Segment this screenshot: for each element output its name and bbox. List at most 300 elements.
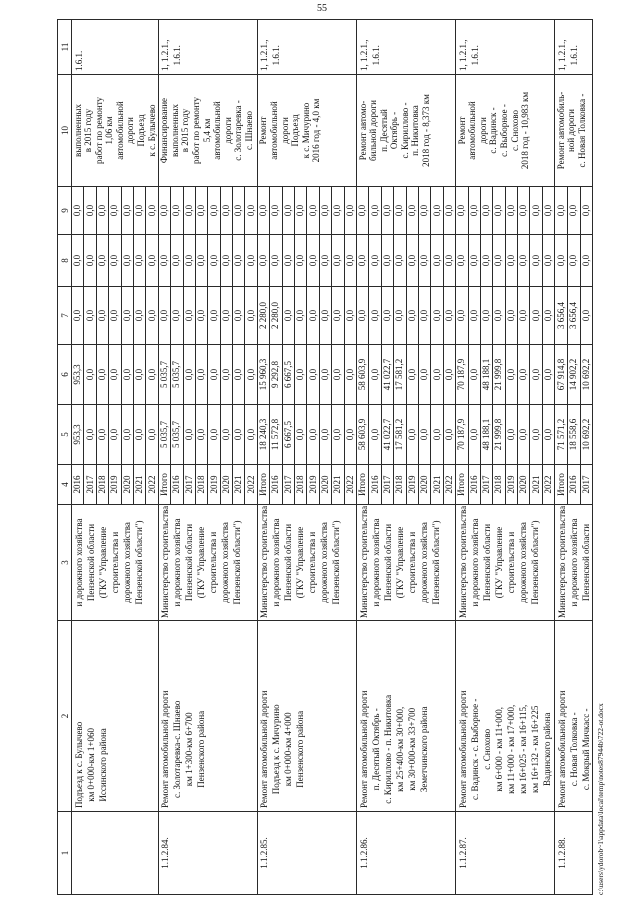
year-cell: 2020 [220, 465, 232, 505]
value-cell: 0,0 [542, 287, 554, 345]
value-cell: 5 035,7 [171, 405, 183, 465]
value-cell: 0,0 [220, 287, 232, 345]
value-cell: 0,0 [195, 235, 207, 287]
value-cell: 0,0 [282, 187, 294, 235]
value-cell: 953,3 [72, 345, 84, 405]
year-cell: 2016 [468, 465, 480, 505]
value-cell: 0,0 [245, 405, 257, 465]
value-cell: 0,0 [307, 235, 319, 287]
value-cell: 0,0 [518, 235, 530, 287]
cell-line: в 2015 году [83, 108, 94, 153]
cell-line: строительства и [109, 531, 120, 594]
cell-line: 1.6.1. [271, 45, 282, 66]
table-row [357, 20, 369, 895]
value-cell: 0,0 [72, 235, 84, 287]
value-cell: 0,0 [220, 235, 232, 287]
program-table-body [58, 20, 593, 895]
value-cell: 0,0 [270, 187, 282, 235]
cell-text-block [73, 51, 85, 71]
value-cell: 0,0 [158, 187, 170, 235]
value-cell: 48 188,1 [480, 345, 492, 405]
value-cell: 0,0 [344, 345, 356, 405]
year-cell: 2017 [580, 465, 593, 505]
year-cell: 2016 [567, 465, 580, 505]
table-row [555, 20, 568, 895]
cell-line: Пензенской области") [133, 520, 144, 605]
value-cell: 0,0 [133, 345, 145, 405]
value-cell: 18 558,6 [567, 405, 580, 465]
cell-line: (ГКУ "Управление [97, 526, 108, 599]
cell-line: и дорожного хозяйства [469, 518, 480, 607]
value-cell: 14 902,2 [567, 345, 580, 405]
cell-text-block [358, 507, 442, 618]
value-cell: 41 022,7 [381, 405, 393, 465]
table-row [456, 20, 468, 895]
column-number-cell: 2 [58, 621, 72, 812]
value-cell: 0,0 [369, 187, 381, 235]
cell-line: Пензенской области [382, 523, 393, 602]
year-cell: 2022 [146, 465, 158, 505]
value-cell: 0,0 [431, 405, 443, 465]
value-cell: 15 960,3 [257, 345, 269, 405]
cell-line: км 6+000 - км 11+000, [493, 706, 504, 792]
value-cell: 71 571,2 [555, 405, 568, 465]
row-number: 1.1.2.88. [556, 837, 567, 869]
year-cell: 2019 [505, 465, 517, 505]
value-cell: 0,0 [220, 345, 232, 405]
value-cell: 0,0 [580, 235, 593, 287]
value-cell: 0,0 [518, 287, 530, 345]
value-cell: 0,0 [233, 345, 245, 405]
table-row [72, 20, 84, 895]
year-cell: 2018 [195, 465, 207, 505]
executor-cell [555, 505, 593, 621]
value-cell: 0,0 [418, 405, 430, 465]
cell-line: Пензенской области [481, 523, 492, 602]
value-cell: 0,0 [245, 287, 257, 345]
value-cell: 0,0 [295, 287, 307, 345]
cell-line: с. Новая Толковка - [576, 93, 587, 168]
value-cell: 0,0 [183, 235, 195, 287]
cell-text-block [73, 722, 109, 808]
column-number-cell: 11 [58, 20, 72, 75]
value-cell: 0,0 [418, 187, 430, 235]
value-cell: 0,0 [431, 345, 443, 405]
year-cell: 2017 [183, 465, 195, 505]
cell-line: Министерство строительства [358, 505, 369, 618]
value-cell: 0,0 [542, 345, 554, 405]
value-cell: 0,0 [518, 405, 530, 465]
indicator-cell [257, 20, 356, 75]
cell-line: автомобильной [114, 101, 125, 160]
value-cell: 0,0 [121, 287, 133, 345]
cell-line: дорожного хозяйства [220, 522, 231, 603]
cell-line: км 11+000 - км 17+000, [505, 704, 516, 794]
cell-line: и дорожного хозяйства [271, 518, 282, 607]
value-cell: 0,0 [183, 287, 195, 345]
value-cell: 0,0 [468, 187, 480, 235]
object-name-cell [158, 621, 257, 812]
value-cell: 0,0 [109, 187, 121, 235]
cell-line: км 1+300-км 6+700 [184, 712, 195, 787]
value-cell: 0,0 [307, 345, 319, 405]
cell-line: 1.6.1. [469, 45, 480, 66]
value-cell: 58 603,9 [357, 345, 369, 405]
cell-line: 2016 год - 4,0 км [311, 98, 322, 163]
cell-text-block [159, 77, 254, 184]
value-cell: 0,0 [332, 405, 344, 465]
cell-line: Пензенской области [85, 523, 96, 602]
value-cell: 0,0 [233, 235, 245, 287]
year-cell: 2017 [282, 465, 294, 505]
cell-text-block [556, 77, 588, 184]
year-cell: 2020 [121, 465, 133, 505]
result-cell [357, 75, 456, 187]
value-cell: 18 240,3 [257, 405, 269, 465]
cell-line: Министерство строительства [259, 505, 270, 618]
value-cell: 3 656,4 [567, 287, 580, 345]
value-cell: 0,0 [394, 287, 406, 345]
cell-line: дорожного хозяйства [319, 522, 330, 603]
cell-line: км 0+000-км 4+000 [283, 712, 294, 787]
cell-line: дороги [279, 117, 290, 144]
cell-line: п. Десятый [378, 109, 389, 152]
cell-line: дороги [125, 117, 136, 144]
row-number-cell [158, 812, 257, 895]
value-cell: 0,0 [493, 187, 505, 235]
value-cell: 0,0 [505, 235, 517, 287]
value-cell: 0,0 [295, 235, 307, 287]
result-cell [555, 75, 593, 187]
value-cell: 0,0 [357, 235, 369, 287]
cell-line: Земетчинского района [418, 706, 429, 793]
year-cell: 2021 [233, 465, 245, 505]
value-cell: 0,0 [96, 405, 108, 465]
value-cell: 0,0 [431, 187, 443, 235]
value-cell: 0,0 [418, 235, 430, 287]
value-cell: 0,0 [580, 187, 593, 235]
value-cell: 10 692,2 [580, 345, 593, 405]
value-cell: 0,0 [443, 287, 455, 345]
cell-text-block [556, 507, 592, 618]
value-cell: 0,0 [282, 235, 294, 287]
value-cell: 0,0 [195, 187, 207, 235]
value-cell: 0,0 [555, 187, 568, 235]
cell-line: строительства и [505, 531, 516, 594]
value-cell: 0,0 [319, 405, 331, 465]
cell-line: дорожного хозяйства [418, 522, 429, 603]
value-cell: 0,0 [109, 287, 121, 345]
year-cell: 2021 [431, 465, 443, 505]
row-number: 1.1.2.85. [259, 837, 270, 869]
value-cell: 0,0 [121, 345, 133, 405]
year-cell: 2019 [109, 465, 121, 505]
value-cell: 0,0 [72, 187, 84, 235]
value-cell: 0,0 [220, 187, 232, 235]
value-cell: 0,0 [109, 345, 121, 405]
value-cell: 5 035,7 [171, 345, 183, 405]
value-cell: 0,0 [84, 287, 96, 345]
year-cell: 2019 [208, 465, 220, 505]
value-cell: 41 022,7 [381, 345, 393, 405]
cell-line: автомобильной [467, 101, 478, 160]
object-name-cell [72, 621, 159, 812]
value-cell: 0,0 [580, 287, 593, 345]
value-cell: 2 280,0 [257, 287, 269, 345]
year-cell: 2020 [319, 465, 331, 505]
cell-line: 1.6.1. [568, 45, 579, 66]
value-cell: 9 292,8 [270, 345, 282, 405]
value-cell: 0,0 [456, 287, 468, 345]
cell-line: с. Золотаревка-с. Шнаево [172, 700, 183, 798]
year-cell: Итого [555, 465, 568, 505]
value-cell: 0,0 [257, 235, 269, 287]
value-cell: 67 914,8 [555, 345, 568, 405]
cell-line: км 16+132 - км 16+225 [529, 705, 540, 793]
value-cell: 0,0 [84, 405, 96, 465]
cell-line: 1, 1.2.1., [160, 39, 171, 71]
cell-line: Подъезд к с. Мичурино [271, 704, 282, 795]
cell-line: Пензенской области [580, 523, 591, 602]
value-cell: 0,0 [233, 405, 245, 465]
year-cell: 2018 [295, 465, 307, 505]
value-cell: 0,0 [468, 405, 480, 465]
cell-line: с. Снохово [509, 110, 520, 151]
cell-line: Ремонт автомобиль- [555, 91, 566, 170]
column-number-cell: 6 [58, 345, 72, 405]
year-cell: Итого [257, 465, 269, 505]
value-cell: 0,0 [245, 235, 257, 287]
value-cell: 5 035,7 [158, 405, 170, 465]
year-cell: 2016 [369, 465, 381, 505]
year-cell: 2016 [270, 465, 282, 505]
cell-line: Подъезд [290, 114, 301, 147]
value-cell: 0,0 [158, 235, 170, 287]
column-number-cell: 9 [58, 187, 72, 235]
cell-line: Пензенской области") [430, 520, 441, 605]
value-cell: 0,0 [171, 287, 183, 345]
value-cell: 17 581,2 [394, 345, 406, 405]
cell-line: 1.6.1. [172, 45, 183, 66]
value-cell: 0,0 [96, 187, 108, 235]
value-cell: 0,0 [431, 235, 443, 287]
table-row [257, 20, 269, 895]
year-cell: 2022 [542, 465, 554, 505]
value-cell: 0,0 [406, 235, 418, 287]
cell-text-block [457, 691, 553, 808]
value-cell: 0,0 [208, 405, 220, 465]
row-number: 1.1.2.86. [358, 837, 369, 869]
value-cell: 0,0 [121, 405, 133, 465]
cell-text-block [358, 40, 382, 72]
cell-line: дорожного хозяйства [517, 522, 528, 603]
value-cell: 0,0 [369, 345, 381, 405]
value-cell: 0,0 [195, 405, 207, 465]
result-cell [72, 75, 159, 187]
value-cell: 0,0 [456, 187, 468, 235]
cell-text-block [258, 507, 342, 618]
value-cell: 0,0 [245, 187, 257, 235]
cell-text-block [159, 691, 207, 808]
value-cell: 0,0 [530, 405, 542, 465]
value-cell: 0,0 [158, 287, 170, 345]
value-cell: 0,0 [542, 235, 554, 287]
cell-line: и дорожного хозяйства [172, 518, 183, 607]
cell-line: 1.6.1. [73, 50, 84, 71]
column-number-cell: 7 [58, 287, 72, 345]
cell-text-block [457, 40, 481, 72]
cell-line: строительства и [307, 531, 318, 594]
value-cell: 0,0 [406, 345, 418, 405]
cell-line: Пензенской области [283, 523, 294, 602]
value-cell: 0,0 [381, 235, 393, 287]
value-cell: 0,0 [208, 345, 220, 405]
value-cell: 0,0 [394, 235, 406, 287]
year-cell: 2018 [96, 465, 108, 505]
cell-line: 1.6.1. [370, 45, 381, 66]
value-cell: 0,0 [344, 235, 356, 287]
value-cell: 0,0 [146, 235, 158, 287]
value-cell: 0,0 [146, 345, 158, 405]
value-cell: 0,0 [357, 187, 369, 235]
value-cell: 21 999,8 [493, 405, 505, 465]
value-cell: 0,0 [233, 287, 245, 345]
value-cell: 0,0 [332, 287, 344, 345]
value-cell: 0,0 [332, 235, 344, 287]
value-cell: 0,0 [480, 187, 492, 235]
cell-line: Министерство строительства [160, 505, 171, 618]
value-cell: 0,0 [133, 235, 145, 287]
result-cell [158, 75, 257, 187]
cell-text-block [457, 507, 541, 618]
cell-line: Министерство строительства [556, 505, 567, 618]
value-cell: 3 656,4 [555, 287, 568, 345]
cell-line: дорожного хозяйства [121, 522, 132, 603]
value-cell: 0,0 [133, 405, 145, 465]
value-cell: 0,0 [369, 235, 381, 287]
cell-line: в 2015 году [180, 108, 191, 153]
cell-line: с. Шнаево [244, 110, 254, 151]
value-cell: 0,0 [84, 187, 96, 235]
value-cell: 0,0 [319, 287, 331, 345]
cell-line: работ по ремонту [191, 96, 202, 165]
value-cell: 0,0 [369, 287, 381, 345]
cell-line: выполненных [169, 104, 180, 157]
cell-line: выполненных [72, 104, 83, 157]
cell-line: к с. Булычево [146, 104, 157, 157]
value-cell: 0,0 [233, 187, 245, 235]
value-cell: 0,0 [332, 345, 344, 405]
cell-line: Подъезд [136, 114, 147, 147]
cell-line: и дорожного хозяйства [568, 518, 579, 607]
cell-line: дороги [477, 117, 488, 144]
cell-text-block [556, 40, 580, 72]
value-cell: 0,0 [295, 345, 307, 405]
value-cell: 0,0 [171, 187, 183, 235]
value-cell: 6 667,5 [282, 345, 294, 405]
value-cell: 0,0 [282, 287, 294, 345]
cell-line: с. Кириллово - [399, 102, 410, 159]
cell-text-block [258, 40, 282, 72]
cell-line: Министерство строительства [457, 505, 468, 618]
cell-line: 1, 1.2.1., [457, 39, 468, 71]
cell-line: (ГКУ "Управление [493, 526, 504, 599]
value-cell: 0,0 [530, 187, 542, 235]
value-cell: 0,0 [84, 345, 96, 405]
row-number: 1.1.2.87. [457, 837, 468, 869]
column-number-cell: 3 [58, 505, 72, 621]
year-cell: 2020 [518, 465, 530, 505]
cell-line: дороги [222, 117, 233, 144]
value-cell: 0,0 [319, 235, 331, 287]
cell-line: Пензенской области [184, 523, 195, 602]
cell-line: Финансирование [159, 97, 170, 164]
indicator-cell [555, 20, 593, 75]
value-cell: 0,0 [319, 345, 331, 405]
value-cell: 0,0 [406, 287, 418, 345]
cell-line: п. Никитовка [410, 105, 421, 156]
value-cell: 0,0 [418, 345, 430, 405]
year-cell: 2021 [332, 465, 344, 505]
cell-line: (ГКУ "Управление [295, 526, 306, 599]
column-number-cell: 4 [58, 465, 72, 505]
indicator-cell [456, 20, 555, 75]
cell-line: строительства и [208, 531, 219, 594]
cell-line: ной дороги [566, 109, 577, 152]
value-cell: 0,0 [133, 287, 145, 345]
cell-line: к с. Мичурино [300, 102, 311, 159]
value-cell: 0,0 [406, 405, 418, 465]
cell-line: с. Новая Толковка - [568, 712, 579, 787]
object-name-cell [555, 621, 593, 812]
cell-line: Ремонт автомобильной дороги [457, 690, 468, 808]
cell-line: и дорожного хозяйства [73, 518, 84, 607]
cell-text-block [258, 691, 306, 808]
cell-line: км 16+025 - км 16+115, [517, 704, 528, 794]
cell-line: с. Кириллово - п. Никитовка [382, 694, 393, 804]
executor-cell [158, 505, 257, 621]
executor-cell [456, 505, 555, 621]
executor-cell [257, 505, 356, 621]
column-number-row [58, 20, 72, 895]
year-cell: Итого [456, 465, 468, 505]
executor-cell [357, 505, 456, 621]
year-cell: 2018 [394, 465, 406, 505]
value-cell: 0,0 [406, 187, 418, 235]
row-number-cell [257, 812, 356, 895]
value-cell: 0,0 [443, 345, 455, 405]
cell-text-block [556, 691, 592, 808]
row-number-cell [555, 812, 593, 895]
cell-line: Пензенской области") [331, 520, 342, 605]
value-cell: 0,0 [319, 187, 331, 235]
cell-line: п. Десятый Октябрь - [370, 708, 381, 791]
cell-text-block [73, 77, 158, 184]
value-cell: 0,0 [468, 345, 480, 405]
value-cell: 0,0 [344, 287, 356, 345]
year-cell: 2022 [443, 465, 455, 505]
page-number: 55 [317, 3, 327, 14]
value-cell: 70 187,9 [456, 405, 468, 465]
value-cell: 0,0 [493, 287, 505, 345]
cell-line: 5,4 км [201, 118, 212, 143]
executor-cell [72, 505, 159, 621]
column-number-cell: 8 [58, 235, 72, 287]
value-cell: 0,0 [505, 287, 517, 345]
value-cell: 0,0 [121, 235, 133, 287]
cell-line: (ГКУ "Управление [394, 526, 405, 599]
indicator-cell [357, 20, 456, 75]
